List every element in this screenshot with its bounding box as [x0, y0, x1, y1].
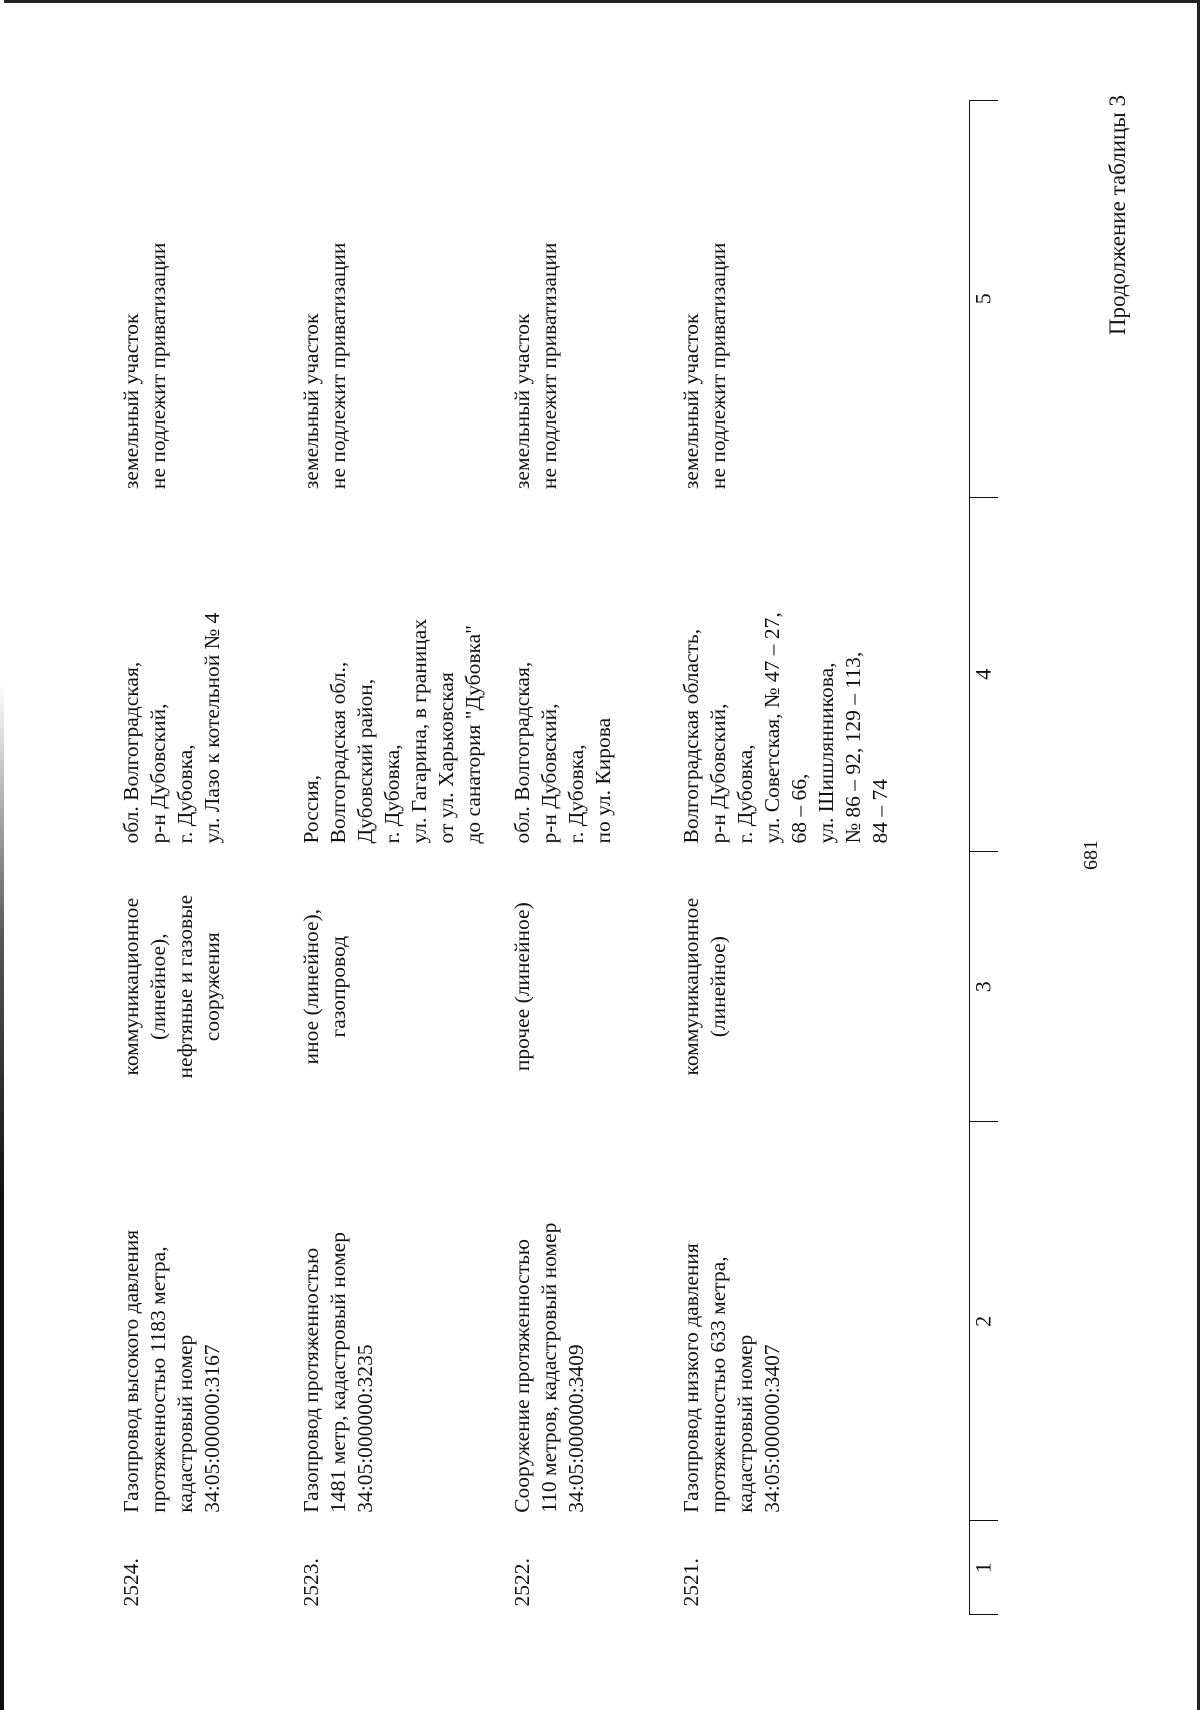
object-note-line: не подлежит приватизации	[537, 242, 562, 490]
object-note	[291, 101, 502, 498]
object-address-line: до санатория "Дубовка"	[461, 625, 486, 844]
object-note-line: не подлежит приватизации	[706, 242, 730, 490]
object-description-line: кадастровый номер	[733, 1334, 757, 1513]
object-description	[670, 1122, 970, 1521]
object-description-line: 34:05:000000:3407	[760, 1344, 784, 1513]
object-address-line: р-н Дубовский,	[537, 703, 562, 844]
object-address-line: от ул. Харьковская	[434, 672, 459, 844]
object-description-line: Сооружение протяженностью	[510, 1239, 535, 1513]
object-type	[670, 852, 970, 1122]
table-body	[111, 101, 970, 1615]
object-address-line: р-н Дубовский,	[146, 703, 171, 844]
header-row	[970, 101, 999, 1615]
row-number: 2524.	[119, 1558, 144, 1607]
column-header-3: 3	[970, 852, 999, 1122]
object-type-line: сооружения	[200, 932, 225, 1042]
object-description	[502, 1122, 670, 1521]
object-address	[111, 497, 291, 851]
column-header-4: 4	[970, 497, 999, 851]
object-description-line: 110 метров, кадастровый номер	[537, 1222, 562, 1513]
object-address-line: г. Дубовка,	[564, 744, 589, 844]
row-number: 2523.	[299, 1558, 324, 1607]
object-description-line: 1481 метр, кадастровый номер	[326, 1232, 351, 1513]
column-header-1: 1	[970, 1521, 999, 1615]
table-row	[502, 101, 670, 1615]
object-address-line: Волгоградская обл.,	[326, 661, 351, 844]
object-note-line: не подлежит приватизации	[326, 242, 351, 490]
object-address-line: 84 – 74	[868, 779, 892, 844]
object-note-line: не подлежит приватизации	[146, 242, 171, 490]
object-note-line: земельный участок	[119, 313, 144, 490]
object-type-line: прочее (линейное)	[510, 902, 535, 1072]
object-type	[502, 852, 670, 1122]
object-note-line: земельный участок	[510, 313, 535, 490]
object-type-line: нефтяные и газовые	[173, 894, 198, 1079]
object-description-line: Газопровод высокого давления	[119, 1229, 144, 1513]
table-row	[111, 101, 291, 1615]
object-description-line: 34:05:000000:3409	[564, 1344, 589, 1513]
object-type-line: коммуникационное	[119, 897, 144, 1076]
object-note	[670, 101, 970, 498]
object-address-line: г. Дубовка,	[173, 744, 198, 844]
object-address-line: г. Дубовка,	[733, 744, 757, 844]
table-row	[291, 101, 502, 1615]
object-address-line: ул. Гагарина, в границах	[407, 618, 432, 844]
column-header-2: 2	[970, 1122, 999, 1521]
object-description-line: Газопровод низкого давления	[679, 1243, 703, 1513]
column-header-5: 5	[970, 101, 999, 498]
object-address-line: № 86 – 92, 129 – 113,	[841, 651, 865, 844]
table-caption: Продолжение таблицы 3	[1105, 95, 1130, 336]
object-note	[111, 101, 291, 498]
object-type-line: иное (линейное),	[299, 908, 324, 1065]
object-address-line: г. Дубовка,	[380, 744, 405, 844]
row-number: 2521.	[679, 1558, 703, 1607]
object-type-line: коммуникационное	[679, 897, 703, 1076]
object-type-line: (линейное)	[706, 936, 730, 1038]
object-address-line: обл. Волгоградская,	[119, 661, 144, 844]
object-address	[502, 497, 670, 851]
object-description-line: кадастровый номер	[173, 1334, 198, 1513]
object-note-line: земельный участок	[679, 313, 703, 490]
object-description-line: протяженностью 633 метра,	[706, 1256, 730, 1513]
object-address-line: Россия,	[299, 774, 324, 844]
object-address	[670, 497, 970, 851]
object-description-line: 34:05:000000:3235	[353, 1344, 378, 1513]
object-address-line: ул. Советская, № 47 – 27,	[760, 612, 784, 844]
object-note-line: земельный участок	[299, 313, 324, 490]
object-description	[291, 1122, 502, 1521]
object-description-line: 34:05:000000:3167	[200, 1344, 225, 1513]
object-type-line: газопровод	[326, 935, 351, 1038]
page-number: 681	[1080, 840, 1102, 870]
object-address-line: р-н Дубовский,	[706, 703, 730, 844]
object-address-line: по ул. Кирова	[591, 717, 616, 844]
object-address-line: ул. Шишлянникова,	[814, 662, 838, 844]
table-row	[670, 101, 970, 1615]
object-address	[291, 497, 502, 851]
object-address-line: обл. Волгоградская,	[510, 661, 535, 844]
object-type	[111, 852, 291, 1122]
object-note	[502, 101, 670, 498]
object-address-line: Волгоградская область,	[679, 628, 703, 844]
object-description-line: протяженностью 1183 метра,	[146, 1246, 171, 1513]
object-address-line: 68 – 66,	[787, 773, 811, 844]
object-type	[291, 852, 502, 1122]
object-type-line: (линейное),	[146, 933, 171, 1040]
object-address-line: Дубовский район,	[353, 678, 378, 844]
row-number: 2522.	[510, 1558, 535, 1607]
object-description-line: Газопровод протяженностью	[299, 1247, 324, 1513]
data-table	[111, 100, 999, 1615]
object-description	[111, 1122, 291, 1521]
object-address-line: ул. Лазо к котельной № 4	[200, 612, 225, 844]
